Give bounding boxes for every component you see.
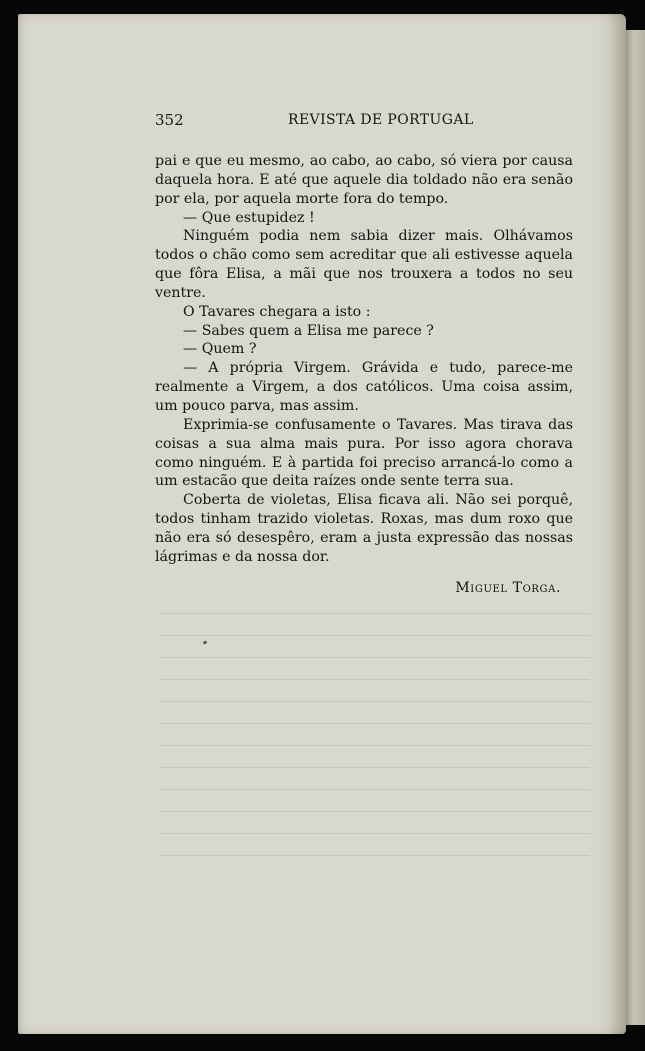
paragraph: — Quem ? — [183, 341, 257, 358]
paragraph: Coberta de violetas, Elisa ficava ali. Não sei porquê, todos tinham trazido violetas. Roxas, mas dum roxo que não era só desespêro, eram a justa expressão das nossas lágrimas e da nossa dor. — [155, 492, 573, 565]
paragraph: pai e que eu mesmo, ao cabo, ao cabo, só viera por causa daquela hora. E até que aquele dia toldado não era senão por ela, por aquela morte fora do tempo. — [155, 153, 573, 207]
page-number: 352 — [155, 111, 184, 129]
paragraph: — Sabes quem a Elisa me parece ? — [183, 322, 434, 339]
paragraph: Ninguém podia nem sabia dizer mais. Olhávamos todos o chão como sem acreditar que ali estivesse aquela que fôra Elisa, a mãi que nos trouxera a todos no seu ventre. — [155, 228, 573, 301]
show-through-text — [160, 600, 590, 870]
running-title: REVISTA DE PORTUGAL — [288, 112, 474, 128]
page-header — [155, 111, 576, 135]
paragraph: Exprimia-se confusamente o Tavares. Mas tirava das coisas a sua alma mais pura. Por isso agora chorava como ninguém. E à partida foi preciso arrancá-lo como a um estacão que deita raízes onde sente terra sua. — [155, 416, 573, 490]
paragraph: — A própria Virgem. Grávida e tudo, parece-me realmente a Virgem, a dos católicos. Uma coisa assim, um pouco parva, mas assim. — [155, 360, 573, 414]
body-text — [155, 152, 573, 567]
paragraph: — Que estupidez ! — [183, 209, 315, 226]
author-signature: Miguel Torga. — [455, 580, 561, 596]
adjacent-page-edge — [624, 30, 645, 1025]
paragraph: O Tavares chegara a isto : — [183, 303, 371, 320]
